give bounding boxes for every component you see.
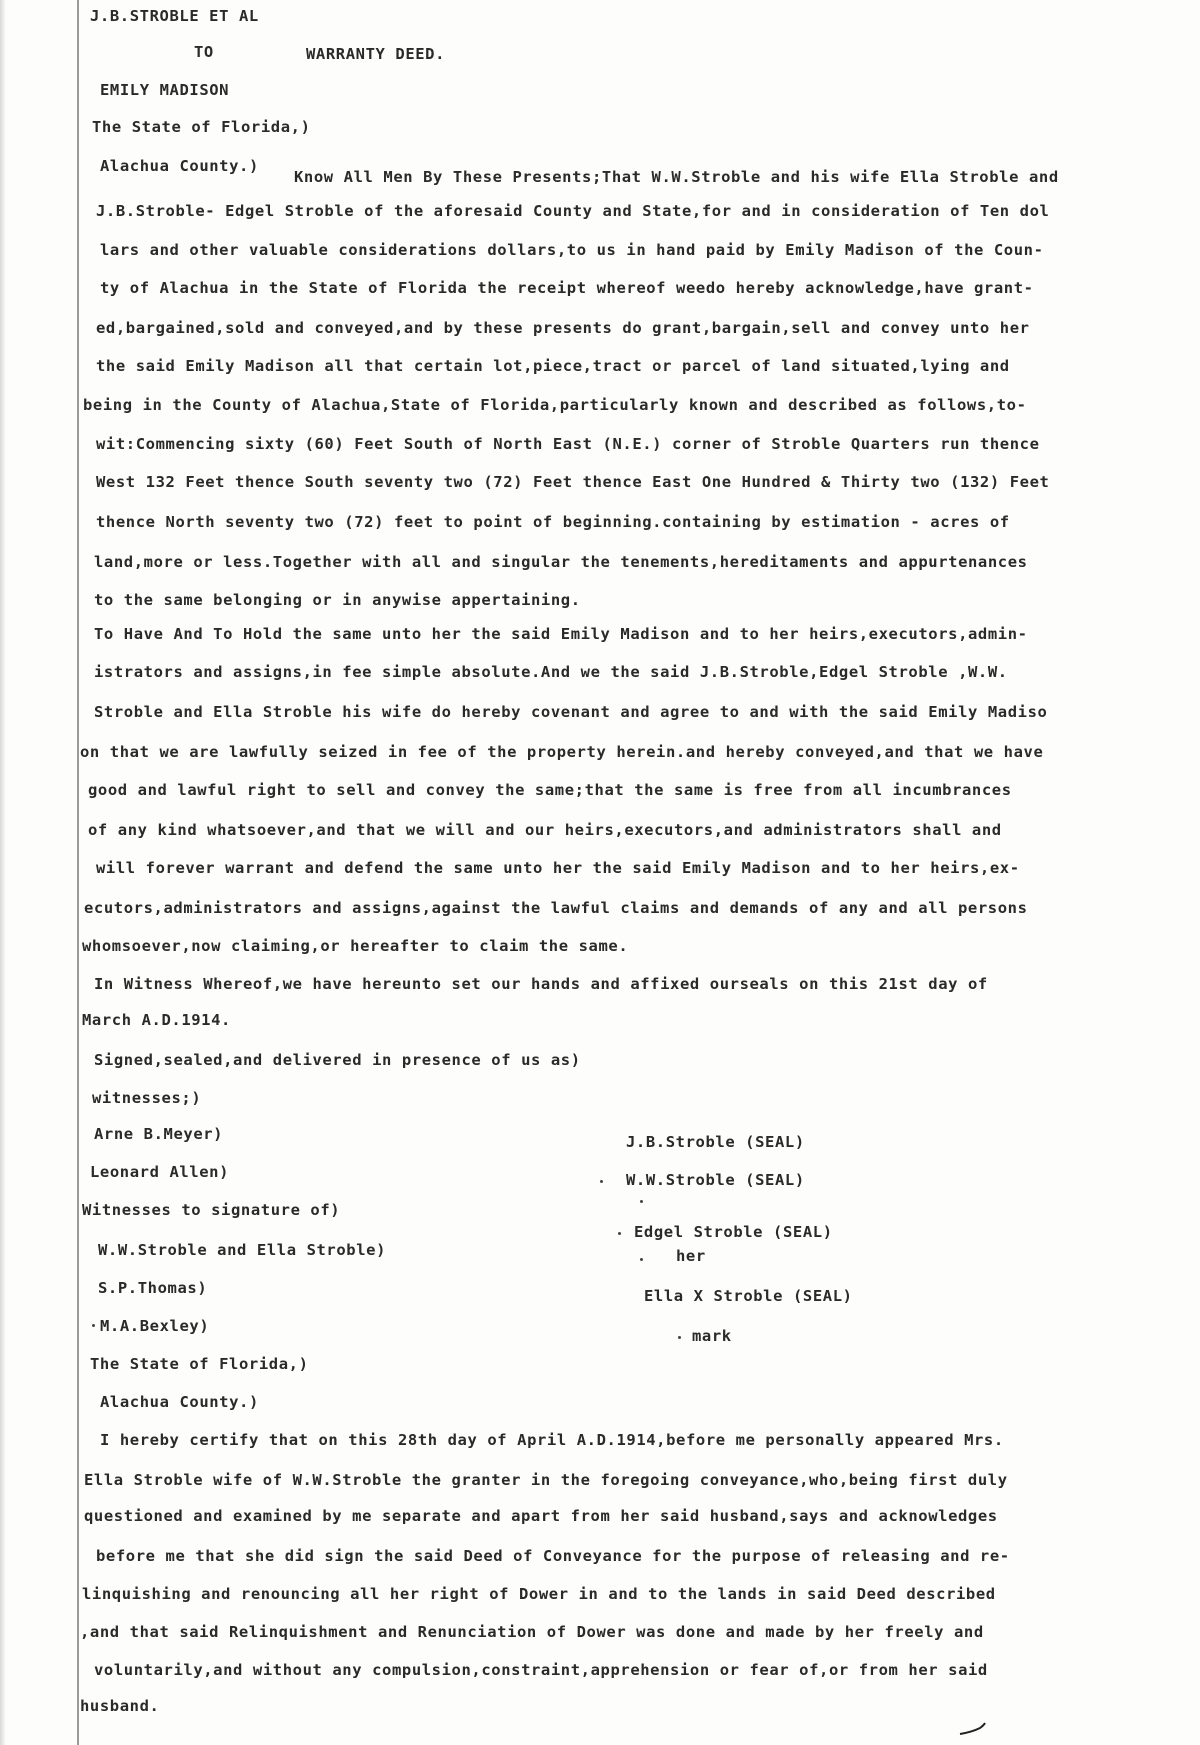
ack-venue-state: The State of Florida,) (90, 1355, 309, 1373)
ack-line-1: I hereby certify that on this 28th day of April A.D.1914,before me personally appeared Mrs. (100, 1431, 1004, 1449)
witness-name-2: Leonard Allen) (90, 1163, 230, 1181)
ink-speck (640, 1200, 643, 1203)
body-line-12: to the same belonging or in anywise appertaining. (94, 591, 581, 609)
body-line-13: To Have And To Hold the same unto her the said Emily Madison and to her heirs,executors,admin- (94, 625, 1028, 643)
ack-line-3: questioned and examined by me separate and apart from her said husband,says and acknowledges (84, 1507, 998, 1525)
ink-speck (618, 1232, 621, 1235)
body-line-6: the said Emily Madison all that certain lot,piece,tract or parcel of land situated,lying and (96, 357, 1010, 375)
signature-ww-stroble: W.W.Stroble (SEAL) (626, 1171, 805, 1189)
body-line-14: istrators and assigns,in fee simple absolute.And we the said J.B.Stroble,Edgel Stroble ,W.W. (94, 663, 1008, 681)
ack-line-6: ,and that said Relinquishment and Renunciation of Dower was done and made by her freely and (80, 1623, 984, 1641)
signature-edgel-stroble: Edgel Stroble (SEAL) (634, 1223, 833, 1241)
ack-venue-county: Alachua County.) (100, 1393, 259, 1411)
witness-name-3: S.P.Thomas) (98, 1279, 208, 1297)
witness-clause-line-1: In Witness Whereof,we have hereunto set our hands and affixed ourseals on this 21st day of (94, 975, 988, 993)
body-line-2: J.B.Stroble- Edgel Stroble of the aforesaid County and State,for and in consideration of Ten dol (96, 202, 1050, 220)
witnesses-label: witnesses;) (92, 1089, 202, 1107)
pen-stroke-mark (958, 1722, 988, 1736)
body-line-10: thence North seventy two (72) feet to point of beginning.containing by estimation - acres of (96, 513, 1010, 531)
body-line-11: land,more or less.Together with all and singular the tenements,hereditaments and appurtenances (94, 553, 1028, 571)
body-line-21: whomsoever,now claiming,or hereafter to claim the same. (82, 937, 629, 955)
body-line-17: good and lawful right to sell and convey the same;that the same is free from all incumbrances (88, 781, 1012, 799)
witnesses-to-signature-label: Witnesses to signature of) (82, 1201, 341, 1219)
venue-state: The State of Florida,) (92, 118, 311, 136)
ink-speck (640, 1258, 643, 1261)
body-line-1: Know All Men By These Presents;That W.W.Stroble and his wife Ella Stroble and (294, 168, 1059, 186)
ink-speck (678, 1336, 681, 1339)
signature-her-label: her (676, 1247, 706, 1265)
body-line-16: on that we are lawfully seized in fee of the property herein.and hereby conveyed,and that we have (80, 743, 1044, 761)
ack-line-5: linquishing and renouncing all her right of Dower in and to the lands in said Deed described (82, 1585, 996, 1603)
grantor-heading: J.B.STROBLE ET AL (90, 7, 259, 25)
to-heading: TO (194, 43, 214, 61)
body-line-19: will forever warrant and defend the same unto her the said Emily Madison and to her heirs,ex- (96, 859, 1020, 877)
witness-name-1: Arne B.Meyer) (94, 1125, 224, 1143)
left-margin-rule (77, 0, 79, 1745)
ack-line-7: voluntarily,and without any compulsion,constraint,apprehension or fear of,or from her said (94, 1661, 988, 1679)
witness-signatories: W.W.Stroble and Ella Stroble) (98, 1241, 387, 1259)
deed-title: WARRANTY DEED. (306, 45, 446, 63)
body-line-5: ed,bargained,sold and conveyed,and by these presents do grant,bargain,sell and convey unto her (96, 319, 1030, 337)
signature-mark-label: mark (692, 1327, 732, 1345)
ack-line-4: before me that she did sign the said Deed of Conveyance for the purpose of releasing and re- (96, 1547, 1010, 1565)
venue-county: Alachua County.) (100, 157, 259, 175)
ink-speck (600, 1180, 603, 1183)
body-line-15: Stroble and Ella Stroble his wife do hereby covenant and agree to and with the said Emily Madiso (94, 703, 1048, 721)
signed-sealed-line: Signed,sealed,and delivered in presence of us as) (94, 1051, 581, 1069)
signature-ella-stroble: Ella X Stroble (SEAL) (644, 1287, 853, 1305)
ink-speck (92, 1324, 95, 1327)
ack-line-8: husband. (80, 1697, 160, 1715)
body-line-8: wit:Commencing sixty (60) Feet South of North East (N.E.) corner of Stroble Quarters run thence (96, 435, 1040, 453)
page-edge-shadow (0, 0, 6, 1745)
witness-clause-date: March A.D.1914. (82, 1011, 231, 1029)
signature-jb-stroble: J.B.Stroble (SEAL) (626, 1133, 805, 1151)
body-line-18: of any kind whatsoever,and that we will and our heirs,executors,and administrators shall and (88, 821, 1002, 839)
body-line-20: ecutors,administrators and assigns,against the lawful claims and demands of any and all persons (84, 899, 1028, 917)
ack-line-2: Ella Stroble wife of W.W.Stroble the granter in the foregoing conveyance,who,being first duly (84, 1471, 1008, 1489)
body-line-9: West 132 Feet thence South seventy two (72) Feet thence East One Hundred & Thirty two (132) Feet (96, 473, 1050, 491)
body-line-7: being in the County of Alachua,State of Florida,particularly known and described as follows,to- (83, 396, 1027, 414)
grantee-heading: EMILY MADISON (100, 81, 230, 99)
witness-name-4: M.A.Bexley) (100, 1317, 210, 1335)
body-line-4: ty of Alachua in the State of Florida the receipt whereof weedo hereby acknowledge,have grant- (100, 279, 1034, 297)
body-line-3: lars and other valuable considerations dollars,to us in hand paid by Emily Madison of the Coun- (100, 241, 1044, 259)
